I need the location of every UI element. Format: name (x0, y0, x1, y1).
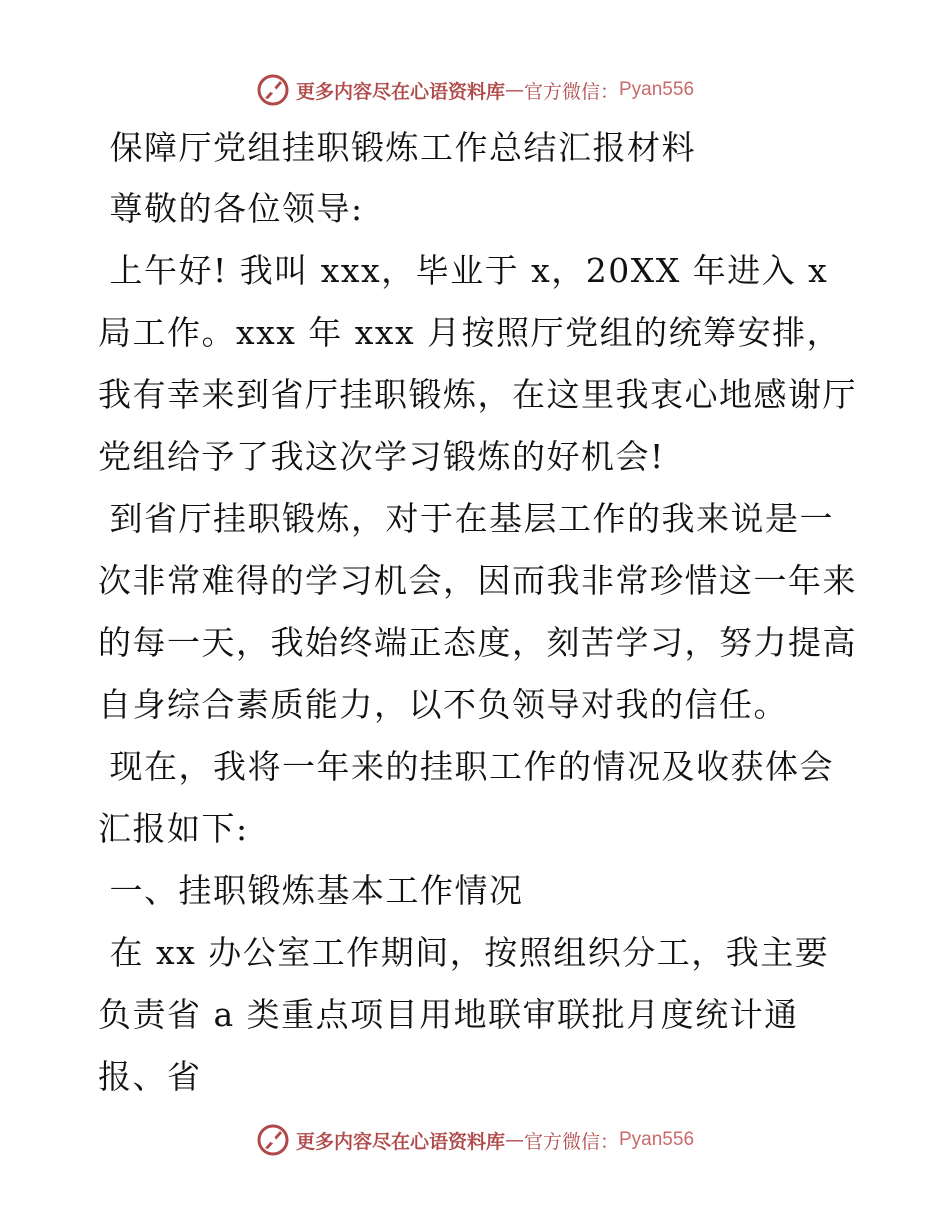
document-title: 保障厅党组挂职锻炼工作总结汇报材料 (109, 128, 697, 167)
paragraph-intro: 上午好! 我叫 xxx，毕业于 x，20XX 年进入 x 局工作。xxx 年 xxx 月按照厅党组的统筹安排，我有幸来到省厅挂职锻炼，在这里我衷心地感谢厅党组给予了我这次学习锻炼的好机会! (98, 251, 857, 476)
document-body (98, 118, 858, 1108)
watermark-main-text: 更多内容尽在心语资料库 (295, 1130, 505, 1153)
watermark-wechat-label: 官方微信： (523, 80, 619, 103)
watermark-main-text: 更多内容尽在心语资料库 (295, 80, 505, 103)
quill-circle-icon (256, 73, 290, 107)
quill-circle-icon (256, 1123, 290, 1157)
watermark-footer (0, 1120, 950, 1160)
watermark-wechat-label: 官方微信： (523, 1130, 619, 1153)
section-heading: 一、挂职锻炼基本工作情况 (109, 871, 524, 910)
paragraph-report: 现在，我将一年来的挂职工作的情况及收获体会汇报如下: (98, 747, 835, 848)
paragraph-section: 在 xx 办公室工作期间，按照组织分工，我主要负责省 a 类重点项目用地联审联批月度统计通报、省 (98, 933, 830, 1096)
greeting: 尊敬的各位领导: (109, 189, 364, 228)
paragraph-opportunity: 到省厅挂职锻炼，对于在基层工作的我来说是一次非常难得的学习机会，因而我非常珍惜这一年来的每一天，我始终端正态度，刻苦学习，努力提高自身综合素质能力，以不负领导对我的信任。 (98, 499, 857, 724)
watermark-dash: — (504, 79, 524, 101)
watermark-wechat-id: Pyan556 (619, 1129, 695, 1150)
watermark-dash: — (504, 1129, 524, 1151)
watermark-wechat-id: Pyan556 (619, 79, 695, 100)
watermark-header (0, 70, 950, 110)
